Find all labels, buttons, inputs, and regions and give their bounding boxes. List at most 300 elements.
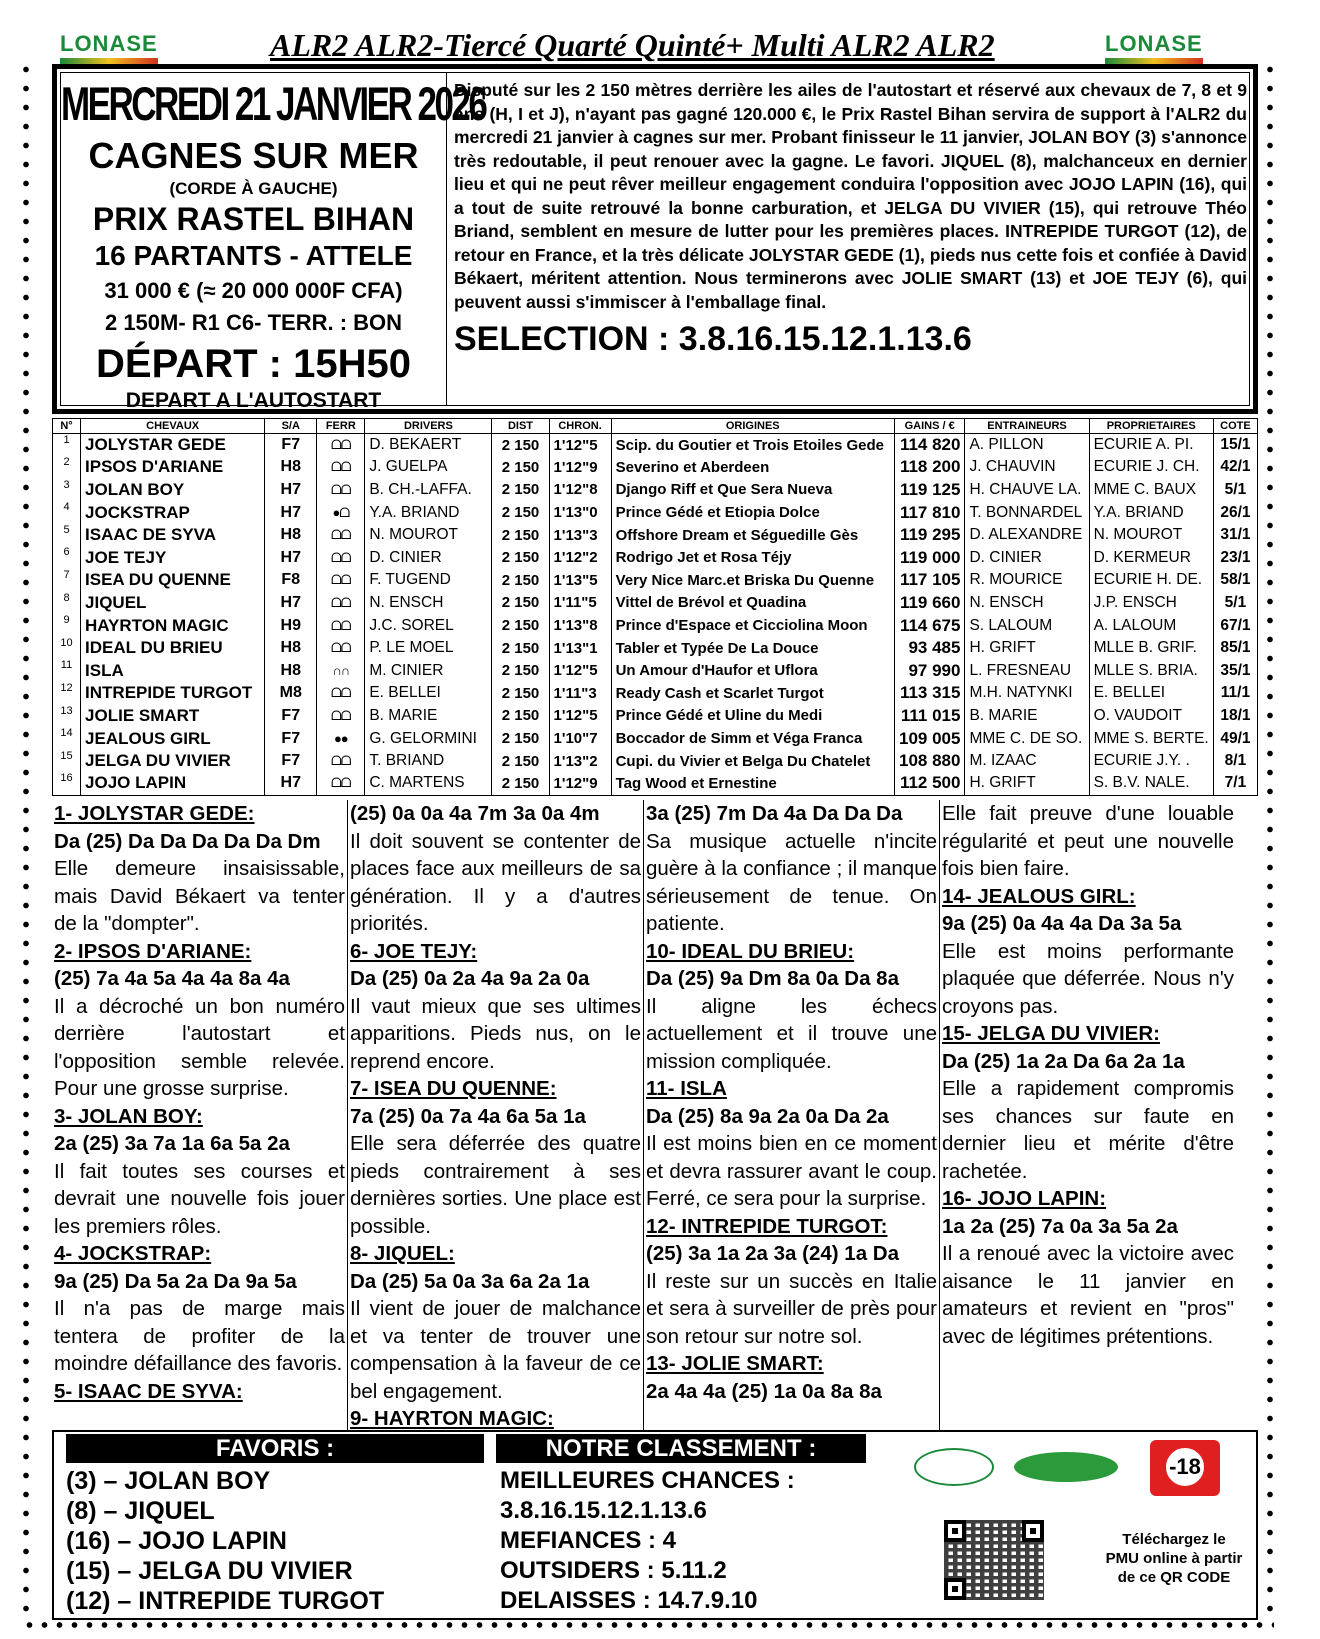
col-chron: CHRON.	[549, 419, 611, 434]
horse-heading: 11- ISLA	[646, 1077, 727, 1100]
runner-gains: 117 810	[894, 501, 965, 524]
runner-name: JOLAN BOY	[81, 479, 265, 502]
table-row	[53, 772, 1258, 795]
runner-gains: 119 660	[894, 592, 965, 615]
runner-name: JIQUEL	[81, 592, 265, 615]
horse-comment: Elle demeure insaisissable, mais David Békaert va tenter de la "dompter".	[54, 857, 345, 935]
runner-number: 10	[53, 637, 81, 660]
runner-shoeing: ᗝᗝ	[317, 614, 365, 637]
runner-shoeing: ᗝᗝ	[317, 682, 365, 705]
col-gains: GAINS / €	[894, 419, 965, 434]
runner-chrono: 1'13"0	[549, 501, 611, 524]
runner-chrono: 1'13"1	[549, 637, 611, 660]
runner-origins: Un Amour d'Haufor et Uflora	[611, 659, 894, 682]
runner-sex-age: F7	[265, 750, 317, 773]
runner-trainer: H. CHAUVE LA.	[965, 479, 1089, 502]
runner-number: 11	[53, 659, 81, 682]
race-prize: 31 000 € (≈ 20 000 000F CFA)	[104, 278, 403, 303]
runner-chrono: 1'13"3	[549, 524, 611, 547]
runner-driver: P. LE MOEL	[365, 637, 492, 660]
age-restriction-label: -18	[1162, 1444, 1208, 1490]
runner-sex-age: F8	[265, 569, 317, 592]
runner-distance: 2 150	[492, 637, 549, 660]
table-row	[53, 592, 1258, 615]
horse-comment: Elle est moins performante plaquée que déferrée. Nous n'y croyons pas.	[942, 939, 1234, 1018]
runner-driver: J. GUELPA	[365, 456, 492, 479]
horse-heading: 14- JEALOUS GIRL:	[942, 884, 1136, 908]
runner-trainer: H. GRIFT	[965, 772, 1089, 795]
table-row	[53, 546, 1258, 569]
table-row	[53, 501, 1258, 524]
runner-distance: 2 150	[492, 569, 549, 592]
runner-shoeing: ᗝᗝ	[317, 637, 365, 660]
runner-origins: Cupi. du Vivier et Belga Du Chatelet	[611, 750, 894, 773]
horse-form: 7a (25) 0a 7a 4a 6a 5a 1a	[350, 1104, 586, 1128]
runner-odds: 26/1	[1213, 501, 1257, 524]
analysis-column-2	[348, 800, 644, 1430]
runner-trainer: MME C. DE SO.	[965, 727, 1089, 750]
runner-number: 4	[53, 501, 81, 524]
lonase-logo-right: LONASE	[1105, 31, 1203, 64]
horse-form: 2a 4a 4a (25) 1a 0a 8a 8a	[646, 1379, 882, 1403]
runner-driver: D. CINIER	[365, 546, 492, 569]
green-info-logo	[1014, 1452, 1118, 1482]
runner-odds: 7/1	[1213, 772, 1257, 795]
race-description-block	[454, 79, 1247, 359]
classement-banner: NOTRE CLASSEMENT :	[496, 1434, 866, 1463]
runner-distance: 2 150	[492, 456, 549, 479]
runner-owner: N. MOUROT	[1089, 524, 1213, 547]
favori-item: (3) – JOLAN BOY	[66, 1467, 271, 1495]
horse-analysis	[52, 800, 1258, 1430]
runner-shoeing: ᗝᗝ	[317, 569, 365, 592]
dotted-border-bottom	[22, 1620, 1274, 1630]
horse-comment: Il vaut mieux que ses ultimes apparitions. Pieds nus, on le reprend encore.	[350, 994, 641, 1073]
runner-odds: 49/1	[1213, 727, 1257, 750]
horse-comment: Elle sera déferrée des quatre pieds contrairement à ses dernières sorties. Une place est possible.	[350, 1132, 641, 1238]
runner-owner: MLLE S. BRIA.	[1089, 659, 1213, 682]
favori-item: (8) – JIQUEL	[66, 1497, 215, 1525]
runner-driver: M. CINIER	[365, 659, 492, 682]
runner-number: 8	[53, 592, 81, 615]
table-row	[53, 524, 1258, 547]
table-row	[53, 479, 1258, 502]
horse-form: Da (25) 1a 2a Da 6a 2a 1a	[942, 1049, 1185, 1073]
runner-distance: 2 150	[492, 772, 549, 795]
runner-owner: ECURIE A. PI.	[1089, 434, 1213, 457]
horse-form: Da (25) 0a 2a 4a 9a 2a 0a	[350, 967, 590, 990]
header	[55, 15, 1255, 65]
favoris-list	[66, 1466, 384, 1616]
runner-owner: ECURIE J. CH.	[1089, 456, 1213, 479]
race-description: Disputé sur les 2 150 mètres derrière les ailes de l'autostart et réservé aux chevaux de 7, 8 et 9 ans (H, I et J), n'ayant pas gagné 120.000 €, le Prix Rastel Bihan servira de support à l'ALR2 du mercredi 21 janvier à cagnes sur mer. Probant finisseur le 11 janvier, JOLAN BOY (3) s'annonce très redoutable, il peut renouer avec la gagne. Le favori. JIQUEL (8), malchanceux en dernier lieu et qui ne peut rêver meilleur engagement conduira l'opposition avec JOJO LAPIN (16), qui a tout de suite retrouvé la bonne carburation, et JELGA DU VIVIER (15), qui retrouve Théo Briand, semblent en mesure de lutter pour les premières places. INTREPIDE TURGOT (12), de retour en France, et la très délicate JOLYSTAR GEDE (1), pieds nus cette fois et confiée à David Békaert, méritent attention. Nous terminerons avec JOLIE SMART (13) et JOE TEJY (6), qui peuvent aussi s'immiscer à l'emballage final.	[454, 80, 1247, 312]
horse-form: 1a 2a (25) 7a 0a 3a 5a 2a	[942, 1214, 1178, 1238]
horse-form: 3a (25) 7m Da 4a Da Da Da	[646, 802, 903, 825]
horse-comment: Il vient de jouer de malchance et va tenter de trouver une compensation à la faveur de ce bel engagement.	[350, 1297, 641, 1403]
runner-distance: 2 150	[492, 479, 549, 502]
jeu-responsable-logo	[914, 1448, 994, 1486]
classement-meilleures-values: 3.8.16.15.12.1.13.6	[500, 1497, 707, 1524]
qr-instructions: Téléchargez le PMU online à partir de ce QR CODE	[1105, 1531, 1243, 1586]
runner-shoeing: ᗝᗝ	[317, 524, 365, 547]
runner-distance: 2 150	[492, 592, 549, 615]
col-ferr: FERR	[317, 419, 365, 434]
runner-name: ISEA DU QUENNE	[81, 569, 265, 592]
runner-chrono: 1'11"3	[549, 682, 611, 705]
runner-driver: E. BELLEI	[365, 682, 492, 705]
runner-owner: A. LALOUM	[1089, 614, 1213, 637]
runner-shoeing: ᗝᗝ	[317, 772, 365, 795]
runner-distance: 2 150	[492, 501, 549, 524]
runner-origins: Tabler et Typée De La Douce	[611, 637, 894, 660]
runner-trainer: D. CINIER	[965, 546, 1089, 569]
horse-form: Da (25) 5a 0a 3a 6a 2a 1a	[350, 1269, 590, 1293]
runner-origins: Prince d'Espace et Cicciolina Moon	[611, 614, 894, 637]
runner-driver: J.C. SOREL	[365, 614, 492, 637]
runner-owner: MLLE B. GRIF.	[1089, 637, 1213, 660]
runner-owner: J.P. ENSCH	[1089, 592, 1213, 615]
table-row	[53, 434, 1258, 457]
runner-distance: 2 150	[492, 546, 549, 569]
runner-odds: 67/1	[1213, 614, 1257, 637]
runner-sex-age: H8	[265, 659, 317, 682]
runner-sex-age: H7	[265, 772, 317, 795]
horse-comment: Il doit souvent se contenter de places face aux meilleurs de sa génération. Il y a d'autres priorités.	[350, 829, 641, 935]
runner-chrono: 1'12"5	[549, 659, 611, 682]
runner-distance: 2 150	[492, 682, 549, 705]
horse-heading: 5- ISAAC DE SYVA:	[54, 1379, 243, 1403]
runner-owner: MME C. BAUX	[1089, 479, 1213, 502]
summary-box	[52, 1430, 1258, 1620]
runner-trainer: H. GRIFT	[965, 637, 1089, 660]
runner-driver: N. ENSCH	[365, 592, 492, 615]
horse-comment: Il fait toutes ses courses et devrait une nouvelle fois jouer les premiers rôles.	[54, 1159, 345, 1238]
runner-gains: 119 000	[894, 546, 965, 569]
runner-chrono: 1'12"5	[549, 434, 611, 457]
race-info-box	[52, 64, 1258, 414]
horse-comment: Il a renoué avec la victoire avec aisance le 11 janvier en amateurs et revient en "pros" avec de légitimes prétentions.	[942, 1242, 1234, 1348]
runner-odds: 8/1	[1213, 750, 1257, 773]
dotted-border-left	[22, 60, 30, 1620]
horse-heading: 4- JOCKSTRAP:	[54, 1242, 212, 1265]
runner-distance: 2 150	[492, 659, 549, 682]
runner-shoeing: ᗝᗝ	[317, 456, 365, 479]
race-autostart: DEPART A L'AUTOSTART	[125, 389, 382, 412]
horse-form: Da (25) 9a Dm 8a 0a Da 8a	[646, 967, 899, 990]
runner-driver: C. MARTENS	[365, 772, 492, 795]
horse-heading: 8- JIQUEL:	[350, 1242, 455, 1265]
runner-distance: 2 150	[492, 750, 549, 773]
runner-number: 13	[53, 705, 81, 728]
runner-shoeing: ᗝᗝ	[317, 479, 365, 502]
runner-trainer: A. PILLON	[965, 434, 1089, 457]
runner-shoeing: ᗝᗝ	[317, 434, 365, 457]
table-row	[53, 682, 1258, 705]
runner-origins: Boccador de Simm et Véga Franca	[611, 727, 894, 750]
runner-number: 9	[53, 614, 81, 637]
runner-gains: 119 295	[894, 524, 965, 547]
runner-driver: F. TUGEND	[365, 569, 492, 592]
table-row	[53, 614, 1258, 637]
runner-driver: T. BRIAND	[365, 750, 492, 773]
runner-name: JOE TEJY	[81, 546, 265, 569]
col-proprietaires: PROPRIETAIRES	[1089, 419, 1213, 434]
horse-comment: Il a décroché un bon numéro derrière l'autostart et l'opposition semble relevée. Pour une grosse surprise.	[54, 994, 345, 1100]
runner-gains: 114 675	[894, 614, 965, 637]
runner-driver: B. MARIE	[365, 705, 492, 728]
qr-corner-icon	[944, 1578, 966, 1600]
analysis-column-3	[644, 800, 940, 1430]
runner-chrono: 1'13"8	[549, 614, 611, 637]
runner-distance: 2 150	[492, 524, 549, 547]
runner-sex-age: H9	[265, 614, 317, 637]
runner-owner: D. KERMEUR	[1089, 546, 1213, 569]
runner-shoeing: ᗝᗝ	[317, 750, 365, 773]
runner-name: IDEAL DU BRIEU	[81, 637, 265, 660]
col-dist: DIST	[492, 419, 549, 434]
runner-odds: 11/1	[1213, 682, 1257, 705]
runners-table	[52, 418, 1258, 796]
col-chevaux: CHEVAUX	[81, 419, 265, 434]
horse-heading: 16- JOJO LAPIN:	[942, 1187, 1107, 1210]
runner-owner: MME S. BERTE.	[1089, 727, 1213, 750]
runner-gains: 119 125	[894, 479, 965, 502]
runner-shoeing: ∩∩	[317, 659, 365, 682]
race-partants: 16 PARTANTS - ATTELE	[94, 240, 413, 271]
runner-trainer: M.H. NATYNKI	[965, 682, 1089, 705]
runner-name: IPSOS D'ARIANE	[81, 456, 265, 479]
dotted-border-right	[1266, 60, 1274, 1620]
runner-gains: 118 200	[894, 456, 965, 479]
runner-gains: 113 315	[894, 682, 965, 705]
horse-comment: Il reste sur un succès en Italie et sera à surveiller de près pour son retour sur notre sol.	[646, 1269, 937, 1348]
runner-driver: B. CH.-LAFFA.	[365, 479, 492, 502]
col-origines: ORIGINES	[611, 419, 894, 434]
qr-corner-icon	[1022, 1520, 1044, 1542]
horse-heading: 10- IDEAL DU BRIEU:	[646, 939, 855, 963]
table-row	[53, 456, 1258, 479]
runner-chrono: 1'13"5	[549, 569, 611, 592]
runner-shoeing: ●ᗝ	[317, 501, 365, 524]
runner-gains: 112 500	[894, 772, 965, 795]
horse-comment: Elle fait preuve d'une louable régularité et peut une nouvelle fois bien faire.	[942, 802, 1234, 880]
runner-odds: 31/1	[1213, 524, 1257, 547]
race-selection: SELECTION : 3.8.16.15.12.1.13.6	[454, 320, 972, 358]
horse-heading: 2- IPSOS D'ARIANE:	[54, 939, 252, 963]
horse-form: (25) 3a 1a 2a 3a (24) 1a Da	[646, 1242, 899, 1265]
runner-driver: N. MOUROT	[365, 524, 492, 547]
runner-name: JOCKSTRAP	[81, 501, 265, 524]
runner-number: 1	[53, 434, 81, 457]
runner-origins: Prince Gédé et Etiopia Dolce	[611, 501, 894, 524]
race-prix: PRIX RASTEL BIHAN	[92, 201, 415, 237]
analysis-column-1	[52, 800, 348, 1430]
runner-name: JOLIE SMART	[81, 705, 265, 728]
horse-form: 9a (25) 0a 4a 4a Da 3a 5a	[942, 912, 1182, 935]
runner-origins: Severino et Aberdeen	[611, 456, 894, 479]
runner-chrono: 1'12"9	[549, 456, 611, 479]
runner-name: JOLYSTAR GEDE	[81, 434, 265, 457]
runners-table-body	[53, 434, 1258, 796]
runner-origins: Tag Wood et Ernestine	[611, 772, 894, 795]
horse-comment: Il est moins bien en ce moment et devra rassurer avant le coup. Ferré, ce sera pour la surprise.	[646, 1132, 937, 1210]
runner-driver: D. BEKAERT	[365, 434, 492, 457]
table-row	[53, 705, 1258, 728]
col-cote: COTE	[1213, 419, 1257, 434]
favori-item: (15) – JELGA DU VIVIER	[66, 1557, 353, 1585]
runner-trainer: M. IZAAC	[965, 750, 1089, 773]
qr-corner-icon	[944, 1520, 966, 1542]
runner-sex-age: H8	[265, 456, 317, 479]
runner-origins: Very Nice Marc.et Briska Du Quenne	[611, 569, 894, 592]
analysis-column-4	[940, 800, 1236, 1430]
horse-heading: 7- ISEA DU QUENNE:	[350, 1077, 557, 1100]
runner-name: HAYRTON MAGIC	[81, 614, 265, 637]
table-row	[53, 750, 1258, 773]
runner-origins: Offshore Dream et Séguedille Gès	[611, 524, 894, 547]
race-venue: CAGNES SUR MER	[88, 135, 419, 176]
runner-sex-age: M8	[265, 682, 317, 705]
horse-heading: 6- JOE TEJY:	[350, 939, 478, 963]
runner-number: 15	[53, 750, 81, 773]
runner-gains: 93 485	[894, 637, 965, 660]
runner-origins: Ready Cash et Scarlet Turgot	[611, 682, 894, 705]
horse-heading: 15- JELGA DU VIVIER:	[942, 1022, 1160, 1045]
runner-sex-age: H7	[265, 546, 317, 569]
classement-meilleures-label: MEILLEURES CHANCES :	[500, 1467, 795, 1494]
horse-comment: Il aligne les échecs actuellement et il trouve une mission compliquée.	[646, 994, 937, 1073]
favori-item: (16) – JOJO LAPIN	[66, 1527, 287, 1555]
runner-chrono: 1'13"2	[549, 750, 611, 773]
runner-number: 14	[53, 727, 81, 750]
runner-trainer: R. MOURICE	[965, 569, 1089, 592]
lonase-logo-left: LONASE	[60, 31, 158, 64]
classement-outsiders: OUTSIDERS : 5.11.2	[500, 1557, 727, 1584]
runner-trainer: S. LALOUM	[965, 614, 1089, 637]
runner-origins: Django Riff et Que Sera Nueva	[611, 479, 894, 502]
runner-owner: ECURIE J.Y. .	[1089, 750, 1213, 773]
runner-number: 3	[53, 479, 81, 502]
runner-name: JELGA DU VIVIER	[81, 750, 265, 773]
race-corde: (CORDE À GAUCHE)	[169, 179, 338, 198]
col-drivers: DRIVERS	[365, 419, 492, 434]
runner-shoeing: ᗝᗝ	[317, 592, 365, 615]
runner-sex-age: H8	[265, 637, 317, 660]
horse-form: (25) 0a 0a 4a 7m 3a 0a 4m	[350, 802, 600, 825]
runner-name: INTREPIDE TURGOT	[81, 682, 265, 705]
runner-name: JEALOUS GIRL	[81, 727, 265, 750]
age-restriction-icon	[1150, 1440, 1220, 1496]
col-entraineurs: ENTRAINEURS	[965, 419, 1089, 434]
classement-list	[500, 1466, 795, 1616]
runner-odds: 35/1	[1213, 659, 1257, 682]
table-row	[53, 727, 1258, 750]
table-header-row	[53, 419, 1258, 434]
runner-origins: Rodrigo Jet et Rosa Téjy	[611, 546, 894, 569]
table-row	[53, 659, 1258, 682]
runner-name: ISLA	[81, 659, 265, 682]
runner-name: ISAAC DE SYVA	[81, 524, 265, 547]
runner-chrono: 1'12"5	[549, 705, 611, 728]
horse-form: Da (25) 8a 9a 2a 0a Da 2a	[646, 1104, 889, 1128]
runner-name: JOJO LAPIN	[81, 772, 265, 795]
runner-number: 2	[53, 456, 81, 479]
runner-odds: 15/1	[1213, 434, 1257, 457]
horse-form: Da (25) Da Da Da Da Da Dm	[54, 829, 321, 853]
runner-shoeing: ᗝᗝ	[317, 705, 365, 728]
col-num: N°	[53, 419, 81, 434]
headline-title: ALR2 ALR2-Tiercé Quarté Quinté+ Multi ALR2 ALR2	[270, 27, 995, 63]
runner-shoeing: ●●	[317, 727, 365, 750]
runner-origins: Vittel de Brévol et Quadina	[611, 592, 894, 615]
runner-chrono: 1'12"8	[549, 479, 611, 502]
runner-origins: Prince Gédé et Uline du Medi	[611, 705, 894, 728]
runner-gains: 109 005	[894, 727, 965, 750]
horse-comment: Elle a rapidement compromis ses chances sur faute en dernier lieu et mérite d'être rachetée.	[942, 1077, 1234, 1183]
table-row	[53, 637, 1258, 660]
runner-gains: 111 015	[894, 705, 965, 728]
runner-trainer: D. ALEXANDRE	[965, 524, 1089, 547]
runner-trainer: N. ENSCH	[965, 592, 1089, 615]
runner-sex-age: H8	[265, 524, 317, 547]
runner-shoeing: ᗝᗝ	[317, 546, 365, 569]
race-date: MERCREDI 21 JANVIER 2026	[61, 78, 486, 131]
runner-owner: S. B.V. NALE.	[1089, 772, 1213, 795]
runner-owner: O. VAUDOIT	[1089, 705, 1213, 728]
runner-number: 7	[53, 569, 81, 592]
runner-odds: 5/1	[1213, 592, 1257, 615]
runner-chrono: 1'12"9	[549, 772, 611, 795]
runner-number: 12	[53, 682, 81, 705]
runner-odds: 85/1	[1213, 637, 1257, 660]
horse-heading: 13- JOLIE SMART:	[646, 1352, 824, 1375]
race-depart: DÉPART : 15H50	[96, 342, 411, 386]
runner-trainer: T. BONNARDEL	[965, 501, 1089, 524]
horse-comment: Sa musique actuelle n'incite guère à la confiance ; il manque sérieusement de tenue. On patiente.	[646, 829, 937, 935]
horse-form: 2a (25) 3a 7a 1a 6a 5a 2a	[54, 1132, 290, 1155]
runner-driver: Y.A. BRIAND	[365, 501, 492, 524]
horse-comment: Il n'a pas de marge mais tentera de profiter de la moindre défaillance des favoris.	[54, 1297, 345, 1375]
runner-odds: 18/1	[1213, 705, 1257, 728]
runner-distance: 2 150	[492, 434, 549, 457]
horse-form: (25) 7a 4a 5a 4a 4a 8a 4a	[54, 967, 290, 990]
runner-gains: 114 820	[894, 434, 965, 457]
runner-sex-age: F7	[265, 705, 317, 728]
runner-owner: ECURIE H. DE.	[1089, 569, 1213, 592]
runner-distance: 2 150	[492, 614, 549, 637]
classement-mefiances: MEFIANCES : 4	[500, 1527, 677, 1554]
table-row	[53, 569, 1258, 592]
runner-trainer: J. CHAUVIN	[965, 456, 1089, 479]
race-summary	[61, 73, 486, 412]
runner-owner: E. BELLEI	[1089, 682, 1213, 705]
runner-trainer: L. FRESNEAU	[965, 659, 1089, 682]
runner-sex-age: F7	[265, 727, 317, 750]
horse-heading: 1- JOLYSTAR GEDE:	[54, 802, 255, 825]
horse-heading: 9- HAYRTON MAGIC:	[350, 1407, 554, 1430]
runner-number: 16	[53, 772, 81, 795]
favoris-banner: FAVORIS :	[66, 1434, 484, 1463]
runner-number: 6	[53, 546, 81, 569]
col-sa: S/A	[265, 419, 317, 434]
runner-chrono: 1'12"2	[549, 546, 611, 569]
favori-item: (12) – INTREPIDE TURGOT	[66, 1587, 385, 1615]
runner-gains: 108 880	[894, 750, 965, 773]
runner-sex-age: H7	[265, 501, 317, 524]
runner-origins: Scip. du Goutier et Trois Etoiles Gede	[611, 434, 894, 457]
runner-odds: 5/1	[1213, 479, 1257, 502]
runner-chrono: 1'11"5	[549, 592, 611, 615]
